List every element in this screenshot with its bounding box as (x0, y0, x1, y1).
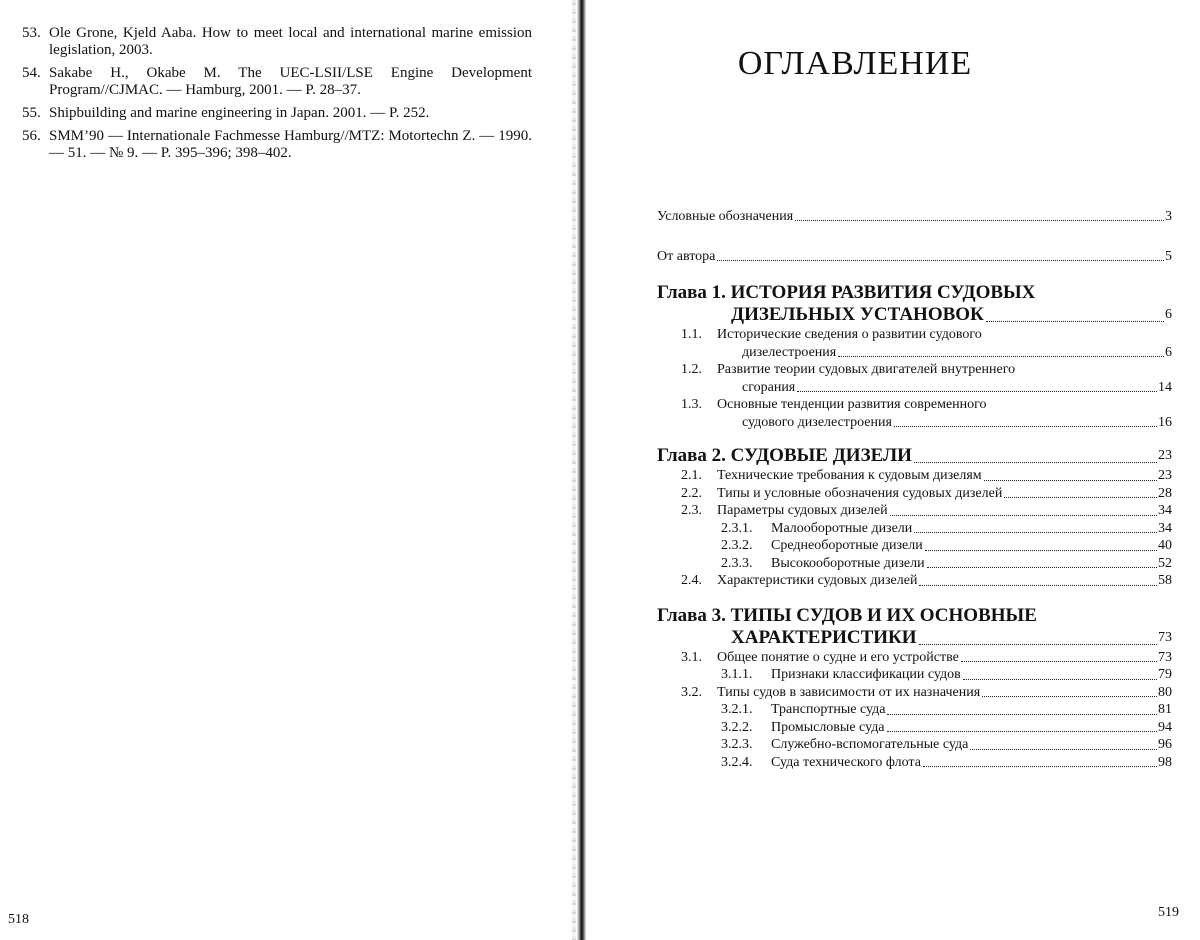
leader-dots (894, 426, 1157, 427)
leader-dots (914, 532, 1157, 533)
reference-text: Sakabe H., Okabe M. The UEC-LSII/LSE Engine Development Program//CJMAC. — Hamburg, 2001. — P. 28–37. (49, 65, 532, 98)
section-text: Типы судов в зависимости от их назначения (717, 684, 981, 700)
subsection-number: 3.2.2. (721, 719, 753, 735)
toc-page-number: 34 (1158, 503, 1172, 518)
toc-page-number: 40 (1158, 538, 1172, 553)
toc-page-number: 98 (1158, 754, 1172, 770)
leader-dots (797, 391, 1157, 392)
reference-item (22, 25, 532, 59)
leader-dots (984, 480, 1157, 481)
toc-chapter-1 (657, 281, 1172, 431)
leader-dots (982, 696, 1157, 697)
chapter-heading-text: Глава 2. СУДОВЫЕ ДИЗЕЛИ (657, 445, 912, 466)
toc-section-continuation[interactable] (657, 344, 1172, 362)
toc-page-number: 34 (1158, 520, 1172, 536)
subsection-number: 2.3.1. (721, 520, 753, 536)
leader-dots (961, 661, 1157, 662)
book-spine (577, 0, 586, 940)
subsection-number: 3.1.1. (721, 667, 753, 682)
section-text: Типы и условные обозначения судовых дизелей (717, 485, 1003, 501)
toc-section[interactable] (657, 326, 1172, 344)
leader-dots (986, 321, 1164, 322)
toc-subsection[interactable] (657, 736, 1172, 754)
toc-chapter-3 (657, 604, 1172, 772)
page-number-left: 518 (8, 912, 29, 927)
toc-section[interactable] (657, 502, 1172, 520)
right-page (590, 0, 1200, 940)
reference-item (22, 128, 532, 162)
subsection-text: Малооборотные дизели (771, 520, 913, 536)
subsection-text: Транспортные суда (771, 702, 886, 717)
leader-dots (970, 749, 1157, 750)
subsection-number: 3.2.3. (721, 737, 753, 752)
section-text: Исторические сведения о развитии судового (717, 327, 982, 342)
chapter-heading-text: ХАРАКТЕРИСТИКИ (731, 626, 917, 648)
leader-dots (887, 731, 1157, 732)
toc-subsection[interactable] (657, 520, 1172, 538)
section-number: 1.2. (681, 362, 702, 377)
leader-dots (890, 515, 1157, 516)
toc-section-continuation[interactable] (657, 414, 1172, 432)
leader-dots (914, 462, 1157, 463)
chapter-heading[interactable]: Глава 3. ТИПЫ СУДОВ И ИХ ОСНОВНЫЕ (657, 604, 1037, 626)
leader-dots (923, 766, 1157, 767)
toc-page-number: 16 (1158, 414, 1172, 430)
table-of-contents (657, 208, 1172, 785)
section-text: Характеристики судовых дизелей (717, 573, 918, 588)
reference-item (22, 105, 532, 122)
section-number: 2.3. (681, 503, 702, 518)
toc-page-number: 23 (1158, 448, 1172, 463)
section-text: дизелестроения (742, 344, 837, 360)
subsection-number: 3.2.1. (721, 702, 753, 717)
toc-entry-text: От автора (657, 249, 716, 264)
left-page (0, 0, 575, 940)
subsection-number: 2.3.2. (721, 538, 753, 553)
subsection-number: 3.2.4. (721, 754, 753, 770)
chapter-heading-continuation[interactable] (657, 627, 1172, 649)
toc-section[interactable] (657, 467, 1172, 485)
section-number: 1.3. (681, 397, 702, 412)
toc-subsection[interactable] (657, 719, 1172, 737)
toc-page-number: 79 (1158, 667, 1172, 682)
toc-page-number: 73 (1158, 649, 1172, 665)
section-number: 1.1. (681, 327, 702, 342)
reference-number: 54. (22, 65, 41, 81)
subsection-text: Служебно-вспомогательные суда (771, 737, 969, 752)
reference-number: 56. (22, 128, 41, 144)
toc-page-number: 52 (1158, 555, 1172, 571)
toc-chapter-2 (657, 445, 1172, 590)
toc-section[interactable] (657, 649, 1172, 667)
toc-page-number: 94 (1158, 719, 1172, 735)
toc-entry-symbols[interactable] (657, 208, 1172, 225)
leader-dots (795, 220, 1164, 221)
chapter-heading[interactable] (657, 445, 1172, 467)
toc-page-number: 28 (1158, 485, 1172, 501)
page-number-right: 519 (1158, 905, 1179, 920)
toc-page-number: 6 (1165, 307, 1172, 322)
section-text: Основные тенденции развития современного (717, 397, 987, 412)
toc-page-number: 5 (1165, 249, 1172, 264)
toc-section[interactable] (657, 684, 1172, 702)
toc-section-continuation[interactable] (657, 379, 1172, 397)
leader-dots (963, 679, 1157, 680)
subsection-text: Среднеоборотные дизели (771, 538, 923, 553)
reference-item (22, 65, 532, 99)
toc-page-number: 73 (1158, 629, 1172, 645)
toc-page-number: 81 (1158, 702, 1172, 717)
section-number: 2.1. (681, 468, 702, 483)
toc-subsection[interactable] (657, 754, 1172, 772)
section-number: 2.4. (681, 573, 702, 588)
toc-page-number: 14 (1158, 379, 1172, 395)
toc-section[interactable] (657, 361, 1172, 379)
chapter-heading-text: ДИЗЕЛЬНЫХ УСТАНОВОК (731, 304, 984, 325)
leader-dots (927, 567, 1157, 568)
leader-dots (1004, 497, 1157, 498)
leader-dots (887, 714, 1157, 715)
reference-number: 55. (22, 105, 41, 121)
leader-dots (919, 644, 1157, 645)
leader-dots (838, 356, 1164, 357)
reference-number: 53. (22, 25, 41, 41)
toc-entry-author-preface[interactable] (657, 248, 1172, 265)
reference-list (22, 25, 532, 168)
toc-subsection[interactable] (657, 537, 1172, 555)
toc-page-number: 3 (1165, 209, 1172, 224)
toc-page-number: 6 (1165, 344, 1172, 360)
toc-subsection[interactable] (657, 666, 1172, 684)
section-text: Параметры судовых дизелей (717, 503, 888, 518)
reference-text: Shipbuilding and marine engineering in Japan. 2001. — P. 252. (49, 105, 430, 121)
section-text: Технические требования к судовым дизелям (717, 468, 982, 483)
toc-section[interactable] (657, 572, 1172, 590)
toc-page-number: 80 (1158, 684, 1172, 700)
toc-entry-text: Условные обозначения (657, 209, 794, 224)
toc-title: ОГЛАВЛЕНИЕ (737, 44, 973, 82)
section-text: Развитие теории судовых двигателей внутреннего (717, 362, 1016, 377)
subsection-text: Суда технического флота (771, 754, 921, 770)
section-text: сгорания (742, 379, 796, 395)
section-text: Общее понятие о судне и его устройстве (717, 649, 959, 665)
toc-page-number: 58 (1158, 573, 1172, 588)
toc-subsection[interactable] (657, 701, 1172, 719)
chapter-heading-continuation[interactable] (657, 304, 1172, 326)
reference-text: SMM’90 — Internationale Fachmesse Hamburg//MTZ: Motortechn Z. — 1990. — 51. — № 9. — P. 395–396; 398–402. (49, 128, 532, 161)
section-number: 3.2. (681, 684, 702, 700)
toc-subsection[interactable] (657, 555, 1172, 573)
section-text: судового дизелестроения (742, 414, 892, 430)
subsection-text: Признаки классификации судов (771, 667, 961, 682)
chapter-heading[interactable]: Глава 1. ИСТОРИЯ РАЗВИТИЯ СУДОВЫХ (657, 282, 1036, 303)
subsection-number: 2.3.3. (721, 555, 753, 571)
toc-section[interactable] (657, 396, 1172, 414)
leader-dots (919, 585, 1157, 586)
toc-page-number: 96 (1158, 737, 1172, 752)
subsection-text: Высокооборотные дизели (771, 555, 925, 571)
leader-dots (717, 260, 1164, 261)
reference-text: Ole Grone, Kjeld Aaba. How to meet local and international marine emission legislation, 2003. (49, 25, 532, 58)
toc-section[interactable] (657, 485, 1172, 503)
page-edge-shadow (572, 0, 576, 940)
toc-page-number: 23 (1158, 468, 1172, 483)
section-number: 3.1. (681, 649, 702, 665)
leader-dots (925, 550, 1157, 551)
subsection-text: Промысловые суда (771, 719, 885, 735)
section-number: 2.2. (681, 485, 702, 501)
